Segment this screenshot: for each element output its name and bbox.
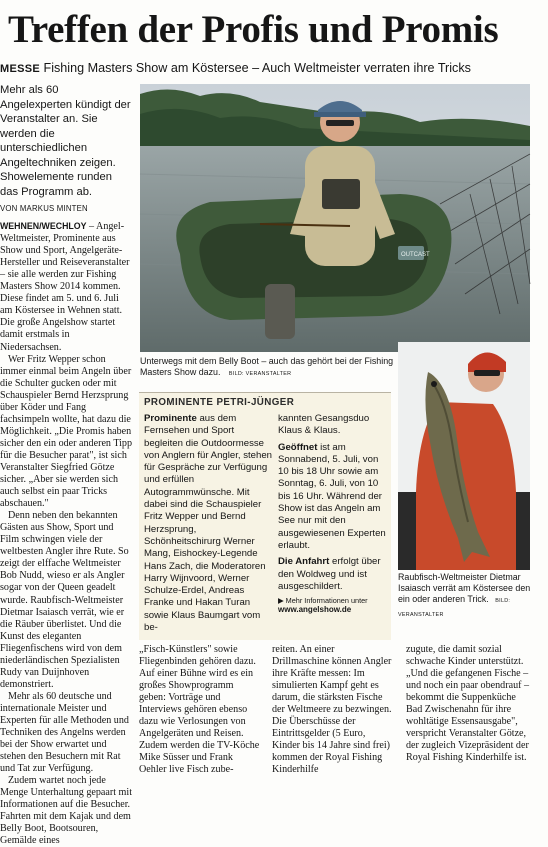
infobox-prominente-label: Prominente (144, 413, 197, 424)
infobox-arrival: Die Anfahrt erfolgt über den Woldweg und ist ausgeschildert. (278, 556, 381, 592)
infobox-left-column: Prominente aus dem Fernsehen und Sport begleiten die Outdoormesse von Anglern für Angler, stehen für Gespräche zur Verfügung und erfüllen Autogrammwünsche. Mit dabei sind die Schauspieler Fritz Wepper und Bernd Herzsprung, Schönheitschirurg Werner Mang, Eishockey-Legende Hans Zach, die Moderatoren Harry Wijnvoord, Werner Schulze-Erdel, Andreas Franke und Hakan Turan sowie Klaus Baumgart vom be- (144, 413, 273, 634)
paragraph-4: Mehr als 60 deutsche und internationale Meister und Experten für alle Methoden und Techniken des Angelns werden bei der Show erwartet und stehen den Besuchern mit Rat und Tat zur Verfügung. (0, 690, 129, 775)
article-column-4: zugute, die damit sozial schwache Kinder unterstützt. „Und die gefangenen Fische – und noch ein paar obendrauf – bekommt die Suppenküche Bad Zwischenahn für ihre wohltätige Essensausgabe", verspricht Veranstalter Götze, der zugleich Vizepräsident der Royal Fishing Kinderhilfe ist. (406, 644, 530, 764)
byline: VON MARKUS MINTEN (0, 204, 88, 213)
main-photo-caption: Unterwegs mit dem Belly Boot – auch das gehört bei der Fishing Masters Show dazu. BILD: VERANSTALTER (140, 356, 394, 378)
side-photo (398, 342, 530, 570)
kicker: MESSE (0, 63, 41, 75)
paragraph-2: Wer Fritz Wepper schon immer einmal beim Angeln über die Schulter gucken oder mit Schauspieler Bernd Herzsprung über Köder und Fang fachsimpeln wollte, hat dazu die Möglichkeit. „Die Promis haben sicher den ein oder anderen Tipp für die Besucher parat", ist sich Veranstalter Siegfried Götze sicher. „Aber sie werden sich auch selbst ein paar Tricks abschauen." (0, 353, 133, 510)
paragraph-3: Denn neben den bekannten Gästen aus Show, Sport und Film schwingen viele der weltbesten Angler ihre Rute. So zeigt der elffache Weltmeister Bob Nudd, wieso er als Angler sogar von der Queen geadelt wurde. Raubfisch-Weltmeister Dietmar Isaiasch verrät, wie er die Räuber überlistet. Und die Kunst des eleganten Fliegenfischens wird von dem niederländischen Spezialisten Rudy van Duijnhoven demonstriert. (0, 510, 129, 690)
article-column-2: „Fisch-Künstlers" sowie Fliegenbinden gehören dazu. Auf einer Bühne wird es ein großes Showprogramm geben: Vorträge und Interviews gehören ebenso dazu wie Verlosungen von Angelgeräten und Reisen. Zudem werden die TV-Köche Mike Süsser und Frank Oehler live Fisch zube- (139, 644, 260, 776)
article-column-3: reiten. An einer Drillmaschine können Angler ihre Kräfte messen: Im simulierten Kampf geht es darum, die stärksten Fische der Weltmeere zu bezwingen. Die Überschüsse der Eintrittsgelder (5 Euro, Kinder bis 14 Jahre sind frei) kommen der Royal Fishing Kinderhilfe (272, 644, 392, 776)
paragraph-5: Zudem wartet noch jede Menge Unterhaltung gepaart mit Informationen auf die Besucher. Fahrten mit dem Kajak und dem Belly Boot, Bootsouren, Gemälde eines (0, 775, 133, 847)
infobox-right-text: kannten Gesangsduo Klaus & Klaus. (278, 413, 370, 437)
dateline: WEHNEN/WECHLOY (0, 221, 87, 232)
infobox-prominente (139, 392, 391, 640)
infobox-opening-hours: Geöffnet ist am Sonnabend, 5. Juli, von 10 bis 18 Uhr sowie am Sonntag, 6. Juli, von 10 bis 16 Uhr. Während der Show ist das Angeln am See nur mit den ausgewiesenen Experten erlaubt. (278, 441, 386, 551)
infobox-web-info: ▶ Mehr Informationen unter www.angelshow.de (278, 596, 368, 615)
boat-brand-label: OUTCAST (401, 252, 430, 258)
subheadline-text: Fishing Masters Show am Köstersee – Auch Weltmeister verraten ihre Tricks (43, 61, 471, 75)
main-photo (140, 84, 530, 352)
arrow-icon: ▶ (278, 596, 284, 606)
infobox-title: PROMINENTE PETRI-JÜNGER (144, 397, 295, 408)
side-photo-caption: Raubfisch-Weltmeister Dietmar Isaiasch verrät am Köstersee den ein oder anderen Trick. BILD: VERANSTALTER (398, 572, 531, 618)
infobox-right-column (278, 413, 388, 638)
paragraph-1: WEHNEN/WECHLOY – Angel-Weltmeister, Prominente aus Show und Sport, Angelgeräte-Hersteller und Reiseveranstalter – sie alle werden zur Fishing Masters Show 2014 kommen. Diese findet am 5. und 6. Juli am Köstersee in Wehnen statt. Die große Angelshow startet damit erstmals in Niedersachsen. (0, 221, 130, 353)
side-photo-credit: BILD: VERANSTALTER (398, 598, 511, 618)
article-column-1 (0, 83, 133, 847)
headline: Treffen der Profis und Promis (8, 8, 499, 51)
infobox-web-link[interactable]: www.angelshow.de (278, 605, 352, 615)
main-photo-credit: BILD: VERANSTALTER (228, 371, 292, 378)
lead-paragraph: Mehr als 60 Angelexperten kündigt der Veranstalter an. Sie werden die unterschiedlichen Angeltechniken zeigen. Showelemente runden das Programm ab. (0, 84, 131, 198)
subheadline (0, 60, 545, 77)
